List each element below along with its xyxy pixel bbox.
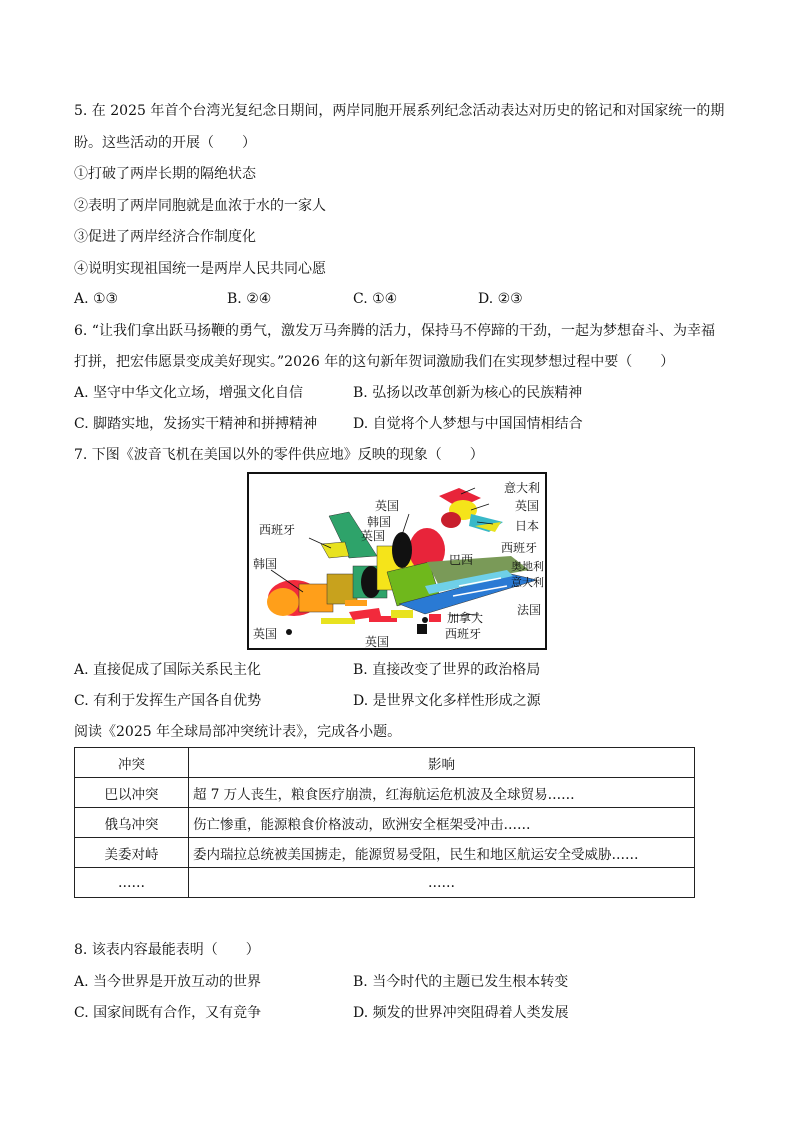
q6-option-c[interactable]: C. 脚踏实地，发扬实干精神和拼搏精神 [74, 416, 318, 432]
q6-option-d[interactable]: D. 自觉将个人梦想与中国国情相结合 [353, 416, 583, 432]
table-cell-impact: 超 7 万人丧生，粮食医疗崩溃，红海航运危机波及全球贸易…… [189, 778, 695, 808]
q8-option-a[interactable]: A. 当今世界是开放互动的世界 [74, 974, 262, 990]
table-cell-impact: …… [189, 868, 695, 898]
figure-label-uk-5: 英国 [365, 635, 390, 648]
boeing-parts-illustration [249, 474, 545, 648]
q5-item-2: ②表明了两岸同胞就是血浓于水的一家人 [74, 198, 326, 214]
q8-stem-line1: 8. 该表内容最能表明（ ） [74, 942, 260, 958]
table-header-impact: 影响 [189, 748, 695, 778]
q7-option-d[interactable]: D. 是世界文化多样性形成之源 [353, 693, 541, 709]
table-cell-conflict: …… [75, 868, 189, 898]
q8-option-c[interactable]: C. 国家间既有合作，又有竞争 [74, 1005, 262, 1021]
q5-item-1: ①打破了两岸长期的隔绝状态 [74, 166, 256, 182]
q7-option-b[interactable]: B. 直接改变了世界的政治格局 [353, 662, 541, 678]
reading-intro: 阅读《2025 年全球局部冲突统计表》，完成各小题。 [74, 724, 402, 740]
table-header-conflict: 冲突 [75, 748, 189, 778]
table-row [75, 778, 695, 808]
q8-option-d[interactable]: D. 频发的世界冲突阻碍着人类发展 [353, 1005, 569, 1021]
q7-stem-line1: 7. 下图《波音飞机在美国以外的零件供应地》反映的现象（ ） [74, 447, 484, 463]
figure-label-uk-2: 英国 [375, 499, 400, 513]
figure-label-canada: 加拿大 [447, 611, 484, 625]
figure-label-brazil: 巴西 [449, 553, 474, 567]
q7-option-c[interactable]: C. 有利于发挥生产国各自优势 [74, 693, 262, 709]
table-cell-impact: 伤亡惨重，能源粮食价格波动，欧洲安全框架受冲击…… [189, 808, 695, 838]
table-row [75, 868, 695, 898]
q5-option-b[interactable]: B. ②④ [227, 291, 272, 307]
table-cell-conflict: 美委对峙 [75, 838, 189, 868]
table-cell-conflict: 俄乌冲突 [75, 808, 189, 838]
table-row [75, 808, 695, 838]
q5-item-3: ③促进了两岸经济合作制度化 [74, 229, 256, 245]
q7-option-a[interactable]: A. 直接促成了国际关系民主化 [74, 662, 262, 678]
table-cell-impact: 委内瑞拉总统被美国掳走，能源贸易受阻，民生和地区航运安全受威胁…… [189, 838, 695, 868]
table-header-row [75, 748, 695, 778]
figure-label-spain-3: 西班牙 [445, 627, 482, 641]
q5-item-4: ④说明实现祖国统一是两岸人民共同心愿 [74, 261, 326, 277]
q6-option-b[interactable]: B. 弘扬以改革创新为核心的民族精神 [353, 385, 583, 401]
table-cell-conflict: 巴以冲突 [75, 778, 189, 808]
figure-label-france: 法国 [517, 603, 542, 617]
q5-stem-line2: 盼。这些活动的开展（ ） [74, 135, 256, 151]
q5-option-c[interactable]: C. ①④ [353, 291, 398, 307]
q5-stem-line1: 5. 在 2025 年首个台湾光复纪念日期间，两岸同胞开展系列纪念活动表达对历史的铭记和对国家统一的期 [74, 103, 725, 119]
q6-option-a[interactable]: A. 坚守中华文化立场，增强文化自信 [74, 385, 304, 401]
table-row [75, 838, 695, 868]
conflict-table [74, 747, 695, 898]
q5-option-a[interactable]: A. ①③ [74, 291, 119, 307]
q5-option-d[interactable]: D. ②③ [478, 291, 523, 307]
q8-option-b[interactable]: B. 当今时代的主题已发生根本转变 [353, 974, 569, 990]
figure-label-uk-4: 英国 [253, 627, 278, 641]
figure-label-uk-3: 英国 [361, 529, 386, 543]
q6-stem-line2: 打拼，把宏伟愿景变成美好现实。”2026 年的这句新年贺词激励我们在实现梦想过程中要（ ） [74, 354, 675, 370]
figure-label-korea-2: 韩国 [253, 557, 278, 571]
figure-label-uk-1: 英国 [515, 499, 540, 513]
figure-label-spain-2: 西班牙 [259, 523, 296, 537]
figure-label-spain-1: 西班牙 [501, 541, 538, 555]
figure-label-korea-1: 韩国 [367, 515, 392, 529]
figure-label-italy-2: 意大利 [511, 576, 544, 589]
boeing-parts-figure [247, 472, 547, 650]
q6-stem-line1: 6. “让我们拿出跃马扬鞭的勇气，激发万马奔腾的活力，保持马不停蹄的干劲，一起为梦想奋斗、为幸福 [74, 323, 715, 339]
figure-label-italy-1: 意大利 [504, 481, 541, 495]
figure-label-japan: 日本 [515, 519, 540, 533]
figure-label-austria: 奥地利 [511, 560, 544, 573]
